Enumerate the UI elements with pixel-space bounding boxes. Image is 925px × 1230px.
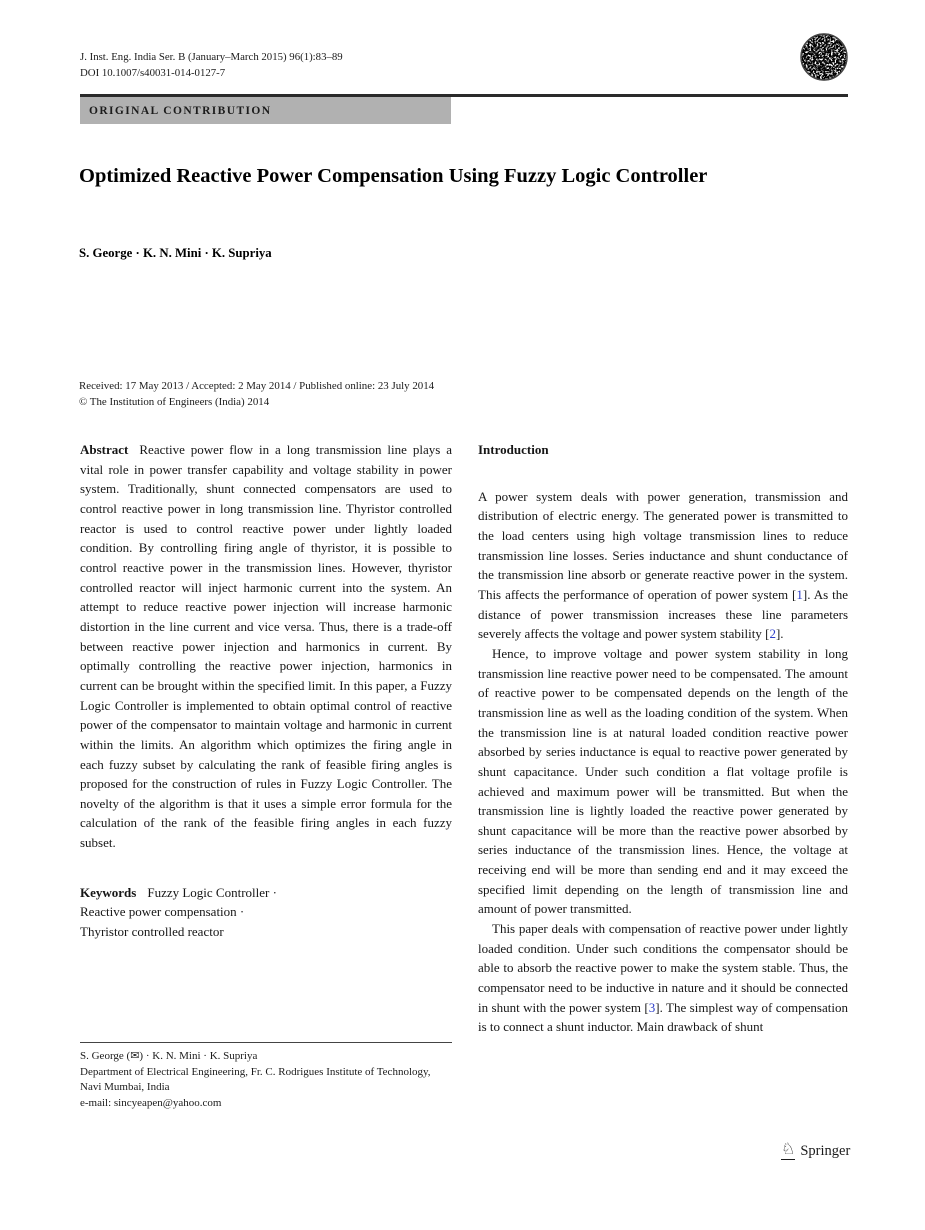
- right-column: [478, 440, 848, 1037]
- institution-seal-icon: [799, 32, 849, 82]
- article-type-label: ORIGINAL CONTRIBUTION: [89, 104, 272, 117]
- left-column: [80, 440, 452, 942]
- publisher-name: Springer: [800, 1142, 851, 1159]
- article-history: [79, 379, 759, 410]
- intro-paragraph: A power system deals with power generation, transmission and distribution of electric energy. The generated power is transmitted to the load centers using high voltage transmission lines to reduce transmission line losses. Series inductance and shunt conductance of the transmission line absorb or generate reactive power in the system. This affects the performance of operation of power system [1]. As the distance of power transmission increases these line parameters severely affects the voltage and power system stability [2].: [478, 488, 848, 642]
- intro-paragraph: This paper deals with compensation of reactive power under lightly loaded condition. Under such conditions the compensator should be able to absorb the reactive power to make the system stable. Thus, the compensator need to be inductive in nature and it should be connected in shunt with the power system [3]. The simplest way of compensation is to connect a shunt inductor. Main drawback of shunt: [478, 921, 848, 1035]
- copyright-line: © The Institution of Engineers (India) 2014: [79, 395, 270, 408]
- abstract-paragraph: [80, 440, 452, 853]
- intro-paragraph: Hence, to improve voltage and power system stability in long transmission line reactive power need to be compensated. The amount of reactive power to be compensated depends on the length of the transmission line as well as the loading condition of the system. When the transmission line is at natural loaded condition reactive power absorbed by series inductance is equal to reactive power generated by shunt capacitance. Under such condition a flat voltage profile is achieved and maximum power will be transmitted. But when the transmission line is lightly loaded the reactive power generated by shunt capacitance will be more than the reactive power absorbed by series inductance of the transmission lines. Hence, the voltage at receiving end will be more than sending end and it may exceed the specified limit depending on the length of transmission line and amount of power transmitted.: [478, 645, 848, 917]
- article-type-banner: [80, 97, 451, 124]
- abstract-text: Reactive power flow in a long transmission line plays a vital role in power transfer capability and voltage stability in power system. Traditionally, shunt connected compensators are used to control reactive power in long transmission line. Thyristor controlled reactor is used to control reactive power under lightly loaded condition. By controlling firing angle of thyristor, it is possible to control reactive power in the transmission lines. However, thyristor controlled reactor will inject harmonic current into the system. An attempt to reduce reactive power injection will increase harmonic distortion in the line current and vice versa. Thus, there is a trade-off between reactive power injection and harmonics in current. By optimally controlling the reactive power injection, harmonics in current can be brought within the specified limit. In this paper, a Fuzzy Logic Controller is implemented to obtain optimal control of reactive power of the compensator to maintain voltage and harmonic in current within the limits. An algorithm which optimizes the firing angle in each fuzzy subset by calculating the rank of feasible firing angles is proposed for the construction of rules in Fuzzy Logic Controller. The novelty of the algorithm is that it uses a simple error formula for the calculation of the rank of the feasible firing angles in each fuzzy subset.: [80, 442, 452, 851]
- affiliation: Department of Electrical Engineering, Fr. C. Rodrigues Institute of Technology, Navi Mumbai, India: [80, 1065, 431, 1094]
- springer-logo: [781, 1142, 850, 1160]
- keyword-item: Fuzzy Logic Controller ·: [147, 884, 277, 900]
- page-title: Optimized Reactive Power Compensation Using Fuzzy Logic Controller: [79, 165, 708, 187]
- corresponding-authors: S. George (✉) · K. N. Mini · K. Supriya: [80, 1050, 258, 1062]
- keyword-item: Thyristor controlled reactor: [80, 924, 224, 940]
- correspondence-footnote: [80, 1042, 452, 1111]
- springer-knight-icon: ♘: [781, 1141, 796, 1158]
- journal-header: [80, 50, 700, 81]
- citation-link[interactable]: 1: [796, 586, 803, 602]
- journal-citation-line: J. Inst. Eng. India Ser. B (January–March 2015) 96(1):83–89: [80, 51, 343, 63]
- received-accepted-line: Received: 17 May 2013 / Accepted: 2 May 2014 / Published online: 23 July 2014: [79, 380, 435, 392]
- keywords-block: [80, 883, 452, 942]
- email-line: e-mail: sincyeapen@yahoo.com: [80, 1096, 222, 1109]
- citation-link[interactable]: 3: [648, 999, 656, 1015]
- citation-link[interactable]: 2: [769, 626, 776, 642]
- journal-doi-line: DOI 10.1007/s40031-014-0127-7: [80, 66, 226, 79]
- section-heading-introduction: Introduction: [478, 442, 549, 457]
- keywords-line: [80, 883, 452, 903]
- abstract-label: Abstract: [80, 442, 129, 457]
- keyword-item: Reactive power compensation ·: [80, 904, 245, 920]
- keywords-label: Keywords: [80, 884, 137, 900]
- author-line: S. George · K. N. Mini · K. Supriya: [79, 246, 272, 260]
